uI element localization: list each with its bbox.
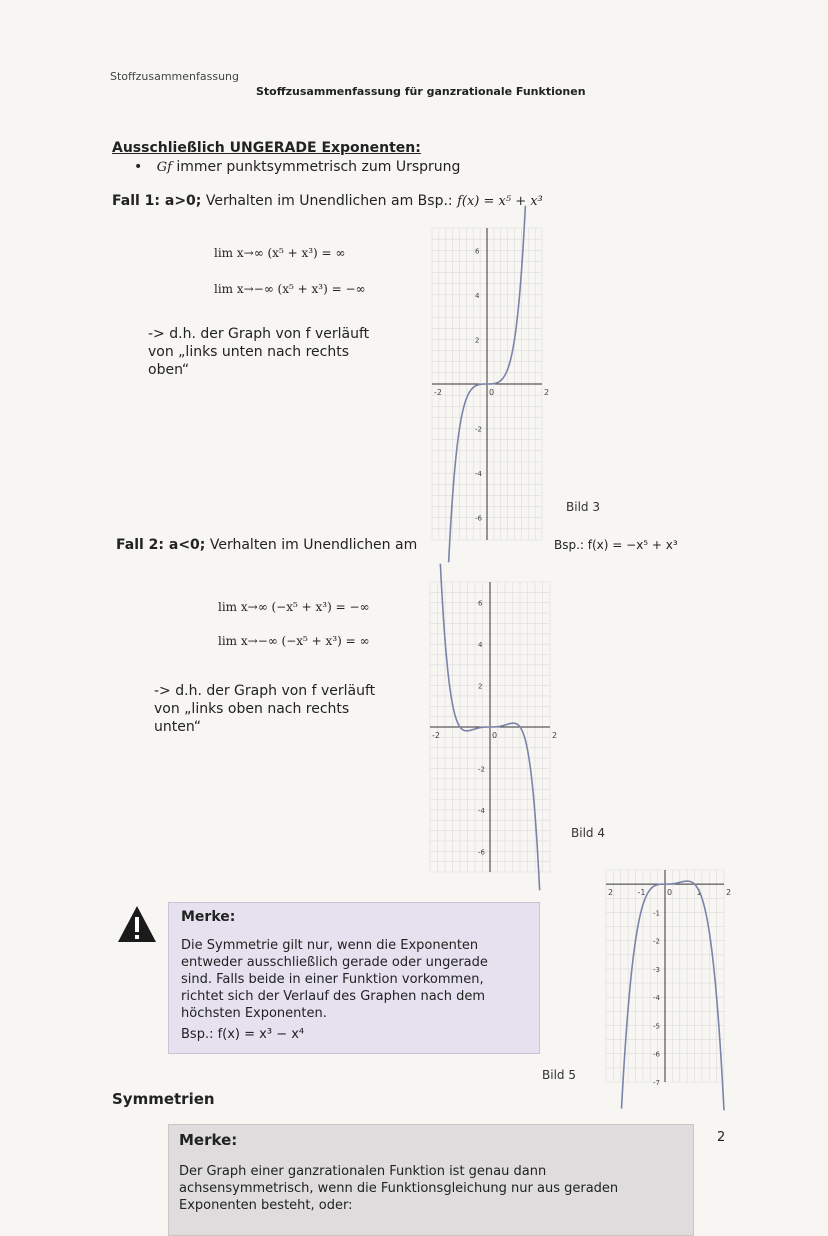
x-tick-label: 0 bbox=[489, 388, 495, 397]
series-line bbox=[621, 881, 724, 1110]
case2-label: Fall 2: a<0; bbox=[116, 537, 206, 553]
data-point bbox=[672, 883, 674, 885]
data-point bbox=[642, 904, 644, 906]
section-heading: Ausschließlich UNGERADE Exponenten: bbox=[112, 140, 421, 156]
chart-bild5 bbox=[606, 870, 732, 1087]
data-point bbox=[694, 883, 696, 885]
data-point bbox=[627, 1008, 629, 1010]
bullet-dot: • bbox=[134, 159, 143, 175]
merke2-title: Merke: bbox=[179, 1131, 238, 1149]
case1-lim2: lim x→−∞ (x⁵ + x³) = −∞ bbox=[214, 282, 366, 296]
page-number: 2 bbox=[717, 1130, 726, 1145]
caption-bild5: Bild 5 bbox=[542, 1068, 576, 1082]
data-point bbox=[657, 884, 659, 886]
x-tick-label: 0 bbox=[667, 888, 673, 898]
y-tick-label: -2 bbox=[653, 937, 660, 946]
merke-box-1 bbox=[168, 902, 540, 1054]
data-point bbox=[649, 889, 651, 891]
symmetrien-heading: Symmetrien bbox=[112, 1090, 215, 1108]
data-point bbox=[489, 726, 491, 728]
y-tick-label: -6 bbox=[475, 514, 482, 523]
case1-conclusion: -> d.h. der Graph von f verläuft von „links unten nach rechts oben“ bbox=[148, 326, 370, 378]
case1-label: Fall 1: a>0; bbox=[112, 193, 202, 209]
x-tick-label: -2 bbox=[432, 731, 440, 740]
merke2-text: Der Graph einer ganzrationalen Funktion ist genau dann achsensymmetrisch, wenn die Funktionsgleichung nur aus geraden Exponenten besteht, oder: bbox=[179, 1164, 619, 1213]
data-point bbox=[452, 495, 454, 497]
data-point bbox=[504, 724, 506, 726]
data-point bbox=[519, 726, 521, 728]
data-point bbox=[635, 940, 637, 942]
data-point bbox=[521, 272, 523, 274]
y-tick-label: -6 bbox=[478, 848, 485, 857]
bullet-text: immer punktsymmetrisch zum Ursprung bbox=[176, 159, 461, 175]
case2-conclusion: -> d.h. der Graph von f verläuft von „links oben nach rechts unten“ bbox=[154, 683, 376, 735]
y-tick-label: -4 bbox=[478, 806, 485, 815]
data-point bbox=[459, 428, 461, 430]
data-point bbox=[444, 639, 446, 641]
data-point bbox=[474, 728, 476, 730]
case2-example: Bsp.: f(x) = −x⁵ + x³ bbox=[554, 538, 678, 552]
x-tick-label: 1 bbox=[696, 888, 702, 898]
data-point bbox=[479, 384, 481, 386]
warning-triangle-icon bbox=[116, 904, 158, 944]
x-tick-label: 2 bbox=[726, 888, 732, 898]
case1-example: f(x) = x⁵ + x³ bbox=[457, 194, 543, 209]
data-point bbox=[459, 726, 461, 728]
x-tick-label: 0 bbox=[492, 731, 498, 740]
case2-text: Verhalten im Unendlichen am bbox=[209, 537, 418, 553]
data-point bbox=[507, 368, 509, 370]
case2-lim2: lim x→−∞ (−x⁵ + x³) = ∞ bbox=[218, 634, 370, 648]
x-tick-label: -2 bbox=[434, 388, 442, 397]
data-point bbox=[686, 880, 688, 882]
x-tick-label: 2 bbox=[544, 388, 550, 397]
data-point bbox=[664, 883, 666, 885]
caption-bild3: Bild 3 bbox=[566, 500, 600, 514]
y-tick-label: -5 bbox=[653, 1022, 660, 1031]
chart-bild4 bbox=[430, 582, 558, 872]
case1-line bbox=[112, 192, 543, 211]
case1-lim1: lim x→∞ (x⁵ + x³) = ∞ bbox=[214, 246, 346, 260]
data-point bbox=[493, 383, 495, 385]
data-point bbox=[482, 726, 484, 728]
y-tick-label: 6 bbox=[475, 247, 480, 256]
data-point bbox=[497, 726, 499, 728]
y-tick-label: 4 bbox=[478, 641, 483, 650]
data-point bbox=[486, 383, 488, 385]
y-tick-label: 2 bbox=[478, 682, 483, 691]
y-tick-label: -7 bbox=[653, 1079, 660, 1087]
y-tick-label: -3 bbox=[653, 965, 660, 974]
merke1-title: Merke: bbox=[181, 909, 236, 925]
case2-lim1: lim x→∞ (−x⁵ + x³) = −∞ bbox=[218, 600, 370, 614]
y-tick-label: 2 bbox=[475, 336, 480, 345]
data-point bbox=[452, 703, 454, 705]
chart-bild3 bbox=[432, 228, 550, 540]
data-point bbox=[500, 380, 502, 382]
y-tick-label: -2 bbox=[478, 765, 485, 774]
running-title: Stoffzusammenfassung bbox=[110, 70, 239, 83]
data-point bbox=[527, 749, 529, 751]
x-tick-label: -1 bbox=[637, 888, 646, 898]
gf-symbol: Gf bbox=[156, 160, 172, 175]
data-point bbox=[512, 722, 514, 724]
x-tick-label: 2 bbox=[552, 731, 558, 740]
x-tick-label: 2 bbox=[608, 888, 614, 898]
caption-bild4: Bild 4 bbox=[571, 826, 605, 840]
y-tick-label: 4 bbox=[475, 291, 480, 300]
data-point bbox=[467, 730, 469, 732]
bullet-item bbox=[134, 158, 460, 177]
merke1-text: Die Symmetrie gilt nur, wenn die Exponenten entweder ausschließlich gerade oder ungerade sind. Falls beide in einer Funktion vorkommen, richtet sich der Verlauf des Graphen nach dem höchsten Exponenten. bbox=[181, 938, 488, 1021]
y-tick-label: -4 bbox=[653, 994, 660, 1003]
document-title: Stoffzusammenfassung für ganzrationale Funktionen bbox=[256, 85, 586, 98]
y-tick-label: -1 bbox=[653, 909, 660, 918]
data-point bbox=[514, 339, 516, 341]
y-tick-label: 6 bbox=[478, 599, 483, 608]
y-tick-label: -2 bbox=[475, 425, 482, 434]
data-point bbox=[679, 882, 681, 884]
data-point bbox=[472, 387, 474, 389]
data-point bbox=[701, 897, 703, 899]
y-tick-label: -4 bbox=[475, 470, 482, 479]
data-point bbox=[466, 398, 468, 400]
case2-line bbox=[116, 536, 417, 554]
data-point bbox=[534, 814, 536, 816]
y-tick-label: -6 bbox=[653, 1050, 660, 1059]
merke-box-2 bbox=[168, 1124, 694, 1236]
case1-text: Verhalten im Unendlichen am Bsp.: bbox=[205, 193, 453, 209]
merke1-example: Bsp.: f(x) = x³ − x⁴ bbox=[181, 1027, 305, 1042]
